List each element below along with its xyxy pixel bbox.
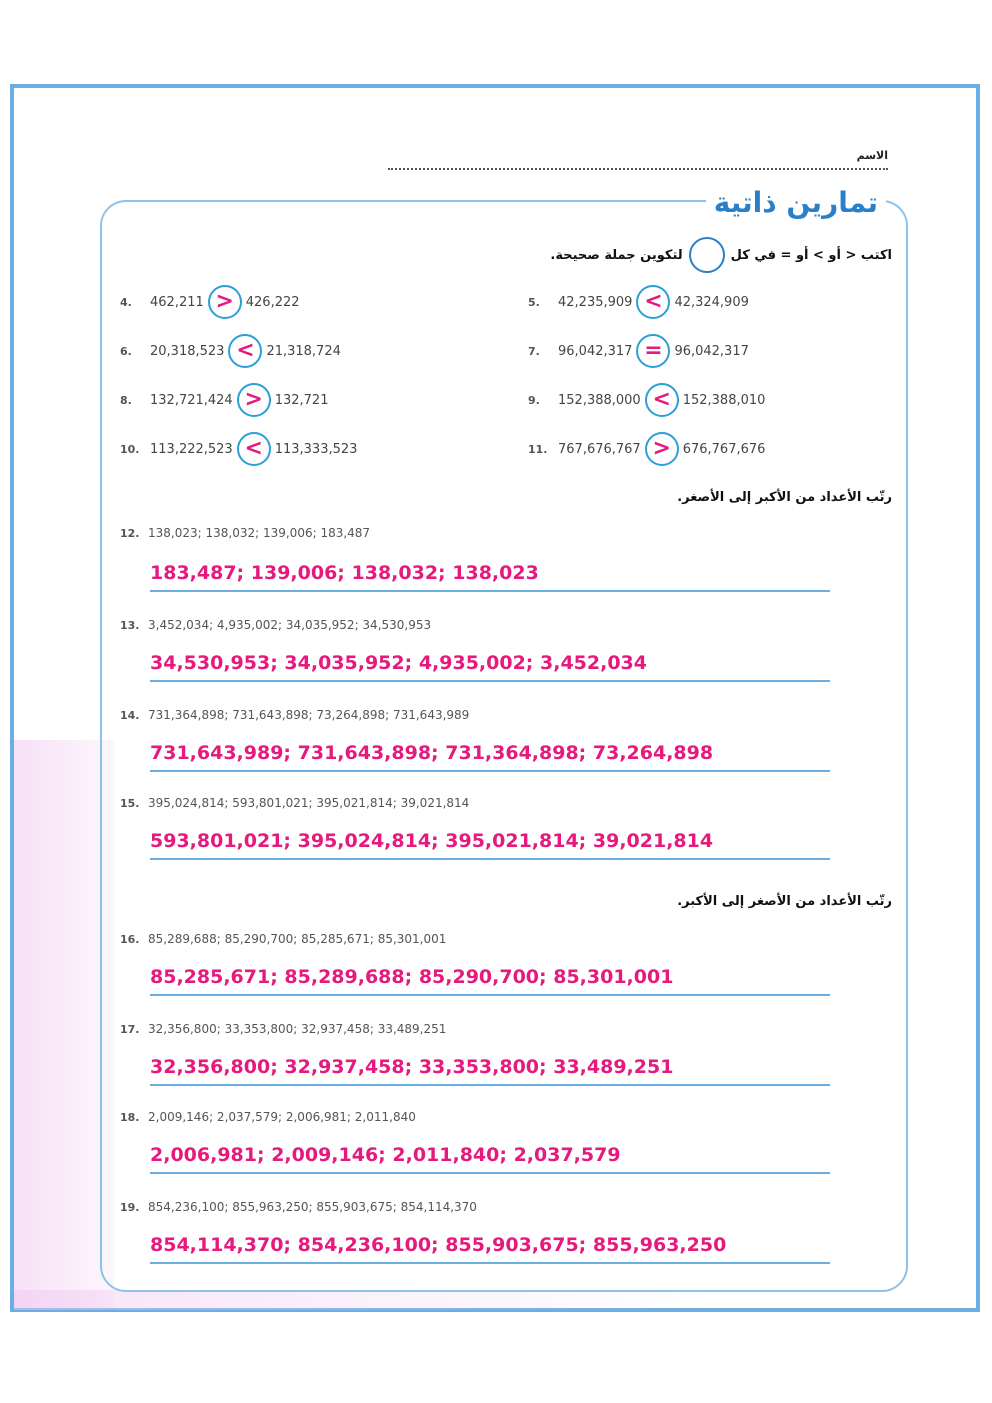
circle-example-icon <box>689 237 725 273</box>
answer-line[interactable]: 32,356,800; 32,937,458; 33,353,800; 33,489,251 <box>150 1052 830 1086</box>
item-number: 17. <box>120 1023 140 1036</box>
left-value: 152,388,000 <box>558 392 641 408</box>
answer-circle[interactable]: > <box>645 432 679 466</box>
answer-circle[interactable]: < <box>228 334 262 368</box>
left-value: 113,222,523 <box>150 441 233 457</box>
item-number: 7. <box>528 344 540 358</box>
left-value: 462,211 <box>150 294 204 310</box>
item-number: 13. <box>120 619 140 632</box>
answer-circle[interactable]: < <box>237 432 271 466</box>
item-number: 4. <box>120 295 132 309</box>
item-number: 19. <box>120 1201 140 1214</box>
question-text: 32,356,800; 33,353,800; 32,937,458; 33,489,251 <box>148 1022 447 1036</box>
order-question <box>120 708 469 722</box>
answer-circle[interactable]: < <box>645 383 679 417</box>
answer-line[interactable]: 731,643,989; 731,643,898; 731,364,898; 73,264,898 <box>150 738 830 772</box>
item-number: 14. <box>120 709 140 722</box>
comparison-item <box>528 333 749 369</box>
item-number: 5. <box>528 295 540 309</box>
instructions <box>432 240 892 270</box>
order-question <box>120 1110 416 1124</box>
page-title: تمارين ذاتية <box>706 186 886 219</box>
name-field[interactable] <box>388 144 888 170</box>
item-number: 18. <box>120 1111 140 1124</box>
item-number: 6. <box>120 344 132 358</box>
order-question <box>120 1022 446 1036</box>
question-text: 854,236,100; 855,963,250; 855,903,675; 854,114,370 <box>148 1200 477 1214</box>
answer-line[interactable]: 593,801,021; 395,024,814; 395,021,814; 39,021,814 <box>150 826 830 860</box>
comparison-item <box>120 382 328 418</box>
answer-circle[interactable]: < <box>636 285 670 319</box>
left-value: 96,042,317 <box>558 343 633 359</box>
question-text: 85,289,688; 85,290,700; 85,285,671; 85,301,001 <box>148 932 447 946</box>
answer-circle[interactable]: > <box>208 285 242 319</box>
question-text: 3,452,034; 4,935,002; 34,035,952; 34,530,953 <box>148 618 432 632</box>
comparison-item <box>528 284 749 320</box>
answer-line[interactable]: 183,487; 139,006; 138,032; 138,023 <box>150 558 830 592</box>
section-heading-desc: رتّب الأعداد من الأكبر إلى الأصغر. <box>677 490 892 505</box>
decorative-wash <box>14 740 114 1308</box>
right-value: 426,222 <box>245 294 300 310</box>
section-heading-asc: رتّب الأعداد من الأصغر إلى الأكبر. <box>677 894 892 909</box>
right-value: 676,767,676 <box>682 441 766 457</box>
instructions-part2: لتكوين جملة صحيحة. <box>550 247 683 263</box>
question-text: 138,023; 138,032; 139,006; 183,487 <box>148 526 371 540</box>
left-value: 42,235,909 <box>558 294 633 310</box>
item-number: 12. <box>120 527 140 540</box>
right-value: 96,042,317 <box>674 343 749 359</box>
order-question <box>120 932 446 946</box>
instructions-part1: اكتب < أو > أو = في كل <box>730 247 892 263</box>
right-value: 21,318,724 <box>266 343 341 359</box>
left-value: 132,721,424 <box>150 392 233 408</box>
question-text: 2,009,146; 2,037,579; 2,006,981; 2,011,840 <box>148 1110 416 1124</box>
order-question <box>120 796 469 810</box>
comparison-item <box>528 431 765 467</box>
item-number: 9. <box>528 393 540 407</box>
comparison-item <box>528 382 765 418</box>
comparison-item <box>120 431 357 467</box>
item-number: 11. <box>528 442 548 456</box>
item-number: 15. <box>120 797 140 810</box>
answer-line[interactable]: 2,006,981; 2,009,146; 2,011,840; 2,037,579 <box>150 1140 830 1174</box>
order-question <box>120 618 431 632</box>
question-text: 395,024,814; 593,801,021; 395,021,814; 39,021,814 <box>148 796 470 810</box>
answer-circle[interactable]: = <box>636 334 670 368</box>
left-value: 767,676,767 <box>558 441 641 457</box>
order-question <box>120 526 370 540</box>
order-question <box>120 1200 477 1214</box>
question-text: 731,364,898; 731,643,898; 73,264,898; 731,643,989 <box>148 708 470 722</box>
decorative-wash-bottom <box>14 1290 714 1310</box>
item-number: 16. <box>120 933 140 946</box>
right-value: 42,324,909 <box>674 294 749 310</box>
answer-line[interactable]: 85,285,671; 85,289,688; 85,290,700; 85,301,001 <box>150 962 830 996</box>
item-number: 10. <box>120 442 140 456</box>
answer-line[interactable]: 854,114,370; 854,236,100; 855,903,675; 855,963,250 <box>150 1230 830 1264</box>
right-value: 113,333,523 <box>274 441 358 457</box>
right-value: 152,388,010 <box>682 392 766 408</box>
comparison-item <box>120 284 300 320</box>
name-label: الاسم <box>856 149 888 162</box>
answer-line[interactable]: 34,530,953; 34,035,952; 4,935,002; 3,452,034 <box>150 648 830 682</box>
item-number: 8. <box>120 393 132 407</box>
right-value: 132,721 <box>274 392 329 408</box>
left-value: 20,318,523 <box>150 343 225 359</box>
answer-circle[interactable]: > <box>237 383 271 417</box>
comparison-item <box>120 333 341 369</box>
